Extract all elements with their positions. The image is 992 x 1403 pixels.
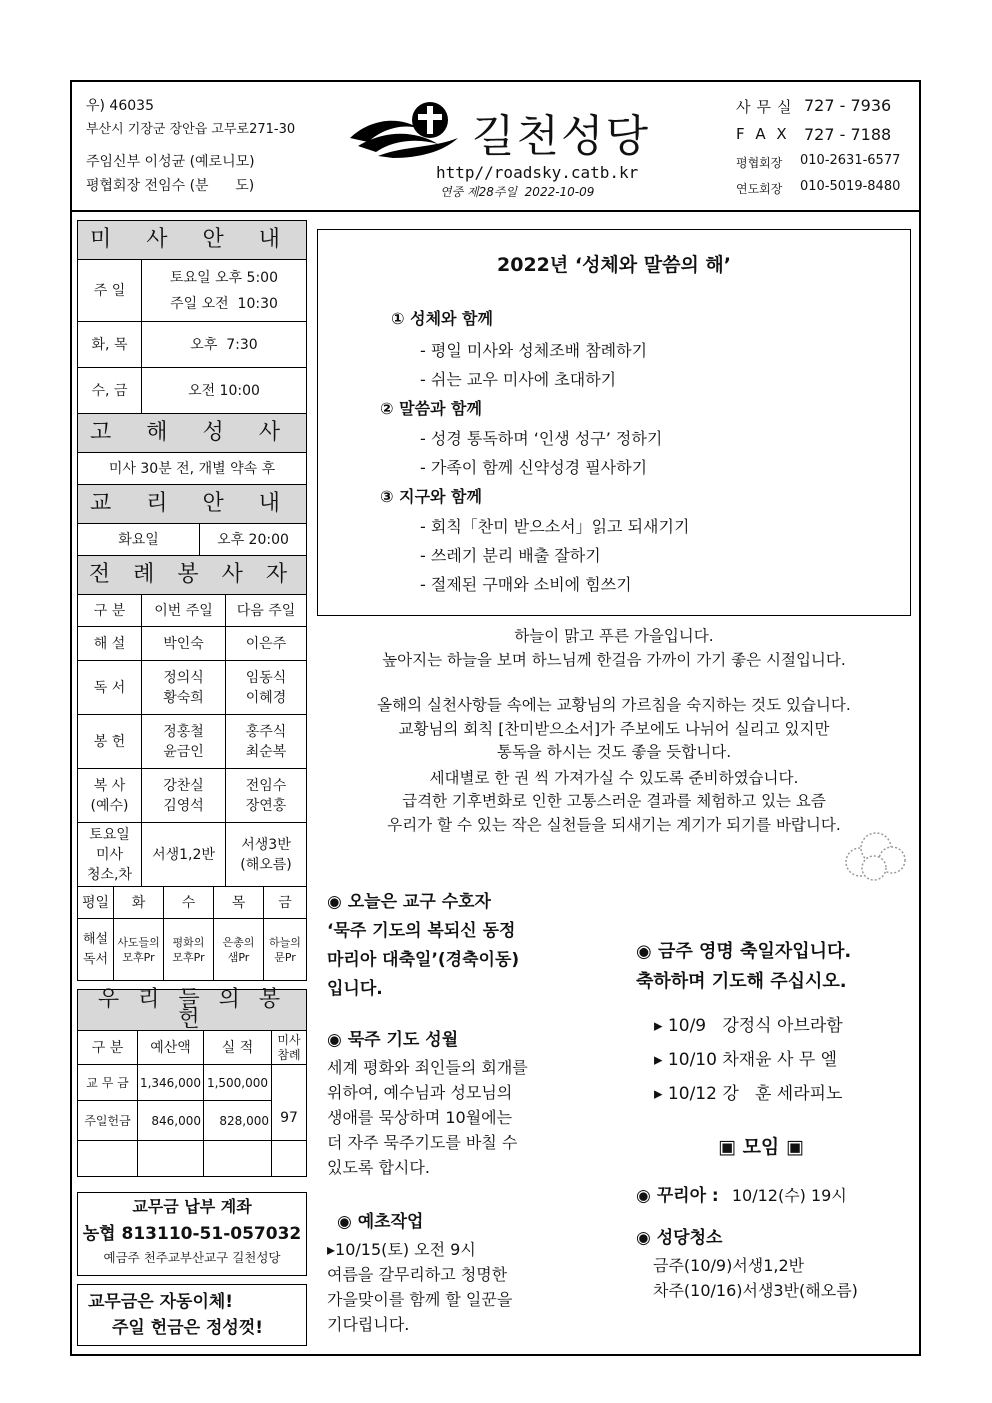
sat-clean-label-3: 청소,차 xyxy=(86,866,133,883)
office-phone: 727 - 7936 xyxy=(804,96,892,115)
mass-table xyxy=(77,220,307,485)
confession-title: 고 해 성 사 xyxy=(78,414,307,453)
feast-1: ▸ 10/9 강정식 아브라함 xyxy=(654,1016,843,1036)
account-box xyxy=(77,1192,307,1276)
rosary-line-5: 있도록 합시다. xyxy=(327,1158,430,1177)
theme-s3: ③ 지구와 함께 xyxy=(380,487,482,506)
server-label-2: (예수) xyxy=(90,797,129,814)
offering-table xyxy=(77,989,307,1177)
theme-s1: ① 성체와 함께 xyxy=(391,309,493,328)
weekday-wed-1: 평화의 xyxy=(172,935,205,949)
tithe-actual: 1,500,000 xyxy=(204,1065,272,1101)
reading-next-1: 임동식 xyxy=(245,669,287,686)
message-line-7: 급격한 기후변화로 인한 고통스러운 결과를 체험하고 있는 요즘 xyxy=(402,792,826,810)
mowing-line-3: 기다립니다. xyxy=(327,1315,410,1334)
office-label: 사무실 xyxy=(736,98,798,116)
feast-3: ▸ 10/12 강 훈 세라피노 xyxy=(654,1084,843,1104)
weekday-tue: 화 xyxy=(114,887,164,919)
mass-attendance: 97 xyxy=(272,1065,307,1141)
sat-clean-label-2: 미사 xyxy=(95,846,124,863)
confession-text: 미사 30분 전, 개별 약속 후 xyxy=(78,453,307,485)
offering-h-mass-2: 참례 xyxy=(277,1047,301,1062)
theme-s3c: - 절제된 구매와 소비에 힘쓰기 xyxy=(420,575,632,594)
mass-sunday-label: 주 일 xyxy=(78,260,142,322)
reading-next-2: 이혜경 xyxy=(245,689,287,706)
weekday-label: 평일 xyxy=(78,887,114,919)
message-line-2: 높아지는 하늘을 보며 하느님께 한걸음 가까이 가기 좋은 시절입니다. xyxy=(382,650,846,669)
sat-clean-label-1: 토요일 xyxy=(89,826,130,843)
mowing-notice xyxy=(327,1208,512,1337)
curia-time: 10/12(수) 19시 xyxy=(731,1186,847,1205)
council-chair: 평협회장 전임수 (분 도) xyxy=(86,178,255,194)
theme-s2b: - 가족이 함께 신약성경 필사하기 xyxy=(420,458,648,477)
mowing-line-1: 여름을 갈무리하고 청명한 xyxy=(327,1265,508,1284)
sat-clean-this: 서생1,2반 xyxy=(142,823,226,887)
theme-s2a: - 성경 통독하며 ‘인생 성구’ 정하기 xyxy=(420,429,663,448)
message-line-6: 세대별로 한 권 씩 가져가실 수 있도록 준비하였습니다. xyxy=(429,768,799,787)
ministers-h-role: 구 분 xyxy=(78,595,142,627)
weekday-fri-2: 문Pr xyxy=(274,950,296,964)
commentary-this: 박인숙 xyxy=(142,627,226,661)
left-notices xyxy=(327,888,519,1004)
church-url[interactable]: http//roadsky.catb.kr xyxy=(436,163,639,182)
pastor: 주임신부 이성균 (예로니모) xyxy=(86,154,255,170)
church-name: 길천성당 xyxy=(472,111,651,162)
offering-empty-4 xyxy=(272,1141,307,1177)
mass-tuethu-time: 오후 7:30 xyxy=(142,322,307,368)
server-label-1: 복 사 xyxy=(93,777,126,794)
cleaning-line-1: 금주(10/9)서생1,2반 xyxy=(653,1256,805,1275)
feast-title-1: ◉ 금주 영명 축일자입니다. xyxy=(636,941,852,962)
mass-tuethu-label: 화, 목 xyxy=(78,322,142,368)
offertory-next-2: 최순복 xyxy=(245,743,287,760)
tithe-notice-box xyxy=(77,1284,307,1346)
patron-line-4: 입니다. xyxy=(327,979,383,999)
server-next-2: 장연홍 xyxy=(245,797,287,814)
theme-s2: ② 말씀과 함께 xyxy=(380,399,482,418)
theme-box xyxy=(317,229,911,616)
sunday-collection-label: 주일헌금 xyxy=(78,1101,138,1141)
mowing-title: ◉ 예초작업 xyxy=(337,1212,424,1232)
feast-title-2: 축하하며 기도해 주십시오. xyxy=(636,971,847,992)
ministers-h-this: 이번 주일 xyxy=(142,595,226,627)
sat-clean-next-2: (해오름) xyxy=(240,856,292,873)
header-divider xyxy=(70,210,921,212)
pastor-message xyxy=(317,625,911,837)
reading-this-1: 정의식 xyxy=(163,669,204,686)
church-cleaning xyxy=(636,1224,858,1303)
meetings-title: ▣ 모임 ▣ xyxy=(718,1136,804,1158)
tithe-budget: 1,346,000 xyxy=(138,1065,204,1101)
tithe-notice-2: 주일 헌금은 정성껏! xyxy=(112,1318,263,1338)
tithe-label: 교 무 금 xyxy=(78,1065,138,1101)
offertory-next-1: 홍주식 xyxy=(245,723,287,740)
theme-s1b: - 쉬는 교우 미사에 초대하기 xyxy=(420,370,617,389)
offering-empty-1 xyxy=(78,1141,138,1177)
church-logo-icon xyxy=(348,98,466,160)
weekday-tue-2: 모후Pr xyxy=(122,950,155,964)
fax-label: F A X xyxy=(736,125,790,143)
sunday-collection-budget: 846,000 xyxy=(138,1101,204,1141)
mass-wedfri-label: 수, 금 xyxy=(78,368,142,414)
catechism-time: 오후 20:00 xyxy=(200,524,307,556)
youth-phone: 010-5019-8480 xyxy=(800,179,901,194)
curia-label: ◉ 꾸리아 : xyxy=(636,1186,719,1206)
patron-line-2: ‘묵주 기도의 복되신 동정 xyxy=(327,921,516,941)
mass-saturday-time: 토요일 오후 5:00 xyxy=(170,269,278,286)
mowing-date: ▸10/15(토) 오전 9시 xyxy=(327,1240,476,1259)
offering-title: 우 리 들 의 봉 헌 xyxy=(78,990,307,1031)
weekday-role-1: 해설 xyxy=(82,931,109,947)
theme-s1a: - 평일 미사와 성체조배 참례하기 xyxy=(420,341,648,360)
offering-empty-2 xyxy=(138,1141,204,1177)
feast-2: ▸ 10/10 차재윤 사 무 엘 xyxy=(654,1050,838,1070)
message-line-1: 하늘이 맑고 푸른 가을입니다. xyxy=(514,627,714,645)
chair-phone: 010-2631-6577 xyxy=(800,153,901,168)
postal-code: 우) 46035 xyxy=(86,98,154,114)
commentary-label: 해 설 xyxy=(78,627,142,661)
mass-title: 미 사 안 내 xyxy=(78,221,307,260)
weekday-thu: 목 xyxy=(214,887,264,919)
account-holder: 예금주 천주교부산교구 길천성당 xyxy=(103,1250,281,1265)
rosary-line-1: 세계 평화와 죄인들의 회개를 xyxy=(327,1058,528,1077)
tithe-notice-1: 교무금은 자동이체! xyxy=(88,1292,234,1312)
chair-label: 평협회장 xyxy=(736,156,783,170)
sat-clean-next-1: 서생3반 xyxy=(241,836,291,853)
offertory-this-2: 윤금인 xyxy=(163,743,204,760)
offering-empty-3 xyxy=(204,1141,272,1177)
patron-line-1: ◉ 오늘은 교구 수호자 xyxy=(327,892,491,912)
account-title: 교무금 납부 계좌 xyxy=(132,1197,252,1216)
theme-title: 2022년 ‘성체와 말씀의 해’ xyxy=(497,254,731,276)
patron-line-3: 마리아 대축일’(경축이동) xyxy=(327,950,520,970)
mowing-line-2: 가을맞이를 함께 할 일꾼을 xyxy=(327,1290,513,1309)
offering-h-budget: 예산액 xyxy=(138,1031,204,1065)
message-line-8: 우리가 할 수 있는 작은 실천들을 되새기는 계기가 되기를 바랍니다. xyxy=(387,815,841,834)
rosary-line-2: 위하여, 예수님과 성모님의 xyxy=(327,1083,513,1102)
weekday-thu-2: 샘Pr xyxy=(227,950,250,964)
rosary-title: ◉ 묵주 기도 성월 xyxy=(327,1030,459,1050)
account-number: 농협 813110-51-057032 xyxy=(82,1224,302,1244)
rosary-month xyxy=(327,1026,528,1180)
offertory-label: 봉 헌 xyxy=(78,715,142,769)
catechism-table xyxy=(77,484,307,556)
catechism-title: 교 리 안 내 xyxy=(78,485,307,524)
message-line-3: 올해의 실천사항들 속에는 교황님의 가르침을 숙지하는 것도 있습니다. xyxy=(377,696,851,714)
cleaning-line-2: 차주(10/16)서생3반(해오름) xyxy=(653,1281,858,1300)
message-line-4: 교황님의 회칙 [찬미받으소서]가 주보에도 나뉘어 실리고 있지만 xyxy=(398,719,830,738)
offering-h-mass-1: 미사 xyxy=(277,1032,301,1047)
catechism-day: 화요일 xyxy=(78,524,200,556)
youth-label: 연도회장 xyxy=(736,182,783,196)
ministers-title: 전 례 봉 사 자 xyxy=(78,556,307,595)
liturgical-date: 연중 제28주일 2022-10-09 xyxy=(440,185,595,199)
sunday-collection-actual: 828,000 xyxy=(204,1101,272,1141)
weekday-tue-1: 사도들의 xyxy=(117,935,160,949)
offering-h-role: 구 분 xyxy=(78,1031,138,1065)
mass-sunday-time: 주일 오전 10:30 xyxy=(170,295,278,312)
rosary-line-4: 더 자주 묵주기도를 바칠 수 xyxy=(327,1133,518,1152)
server-next-1: 전임수 xyxy=(245,777,287,794)
theme-s3b: - 쓰레기 분리 배출 잘하기 xyxy=(420,546,601,565)
server-this-2: 김영석 xyxy=(163,797,204,814)
mass-wedfri-time: 오전 10:00 xyxy=(142,368,307,414)
weekday-wed: 수 xyxy=(164,887,214,919)
weekday-fri: 금 xyxy=(264,887,307,919)
weekday-wed-2: 모후Pr xyxy=(172,950,205,964)
message-line-5: 통독을 하시는 것도 좋을 듯합니다. xyxy=(496,743,732,761)
reading-label: 독 서 xyxy=(78,661,142,715)
theme-s3a: - 회칙「찬미 받으소서」읽고 되새기기 xyxy=(420,517,690,536)
fax-phone: 727 - 7188 xyxy=(804,125,892,144)
left-sidebar xyxy=(77,220,307,1177)
curia-meeting xyxy=(636,1182,847,1211)
cleaning-title: ◉ 성당청소 xyxy=(636,1228,723,1248)
weekday-thu-1: 은총의 xyxy=(222,935,255,949)
address: 부산시 기장군 장안읍 고무로271-30 xyxy=(86,122,296,137)
ministers-table xyxy=(77,555,307,887)
weekday-fri-1: 하늘의 xyxy=(269,935,301,949)
cloud-icon xyxy=(838,828,910,882)
reading-this-2: 황숙희 xyxy=(163,689,204,706)
offertory-this-1: 정홍철 xyxy=(163,723,204,740)
commentary-next: 이은주 xyxy=(226,627,307,661)
ministers-h-next: 다음 주일 xyxy=(226,595,307,627)
weekday-table xyxy=(77,886,307,981)
server-this-1: 강찬실 xyxy=(163,777,204,794)
rosary-line-3: 생애를 묵상하며 10월에는 xyxy=(327,1108,513,1127)
weekday-role-2: 독서 xyxy=(82,951,109,967)
offering-h-actual: 실 적 xyxy=(204,1031,272,1065)
feast-days xyxy=(636,937,851,1111)
